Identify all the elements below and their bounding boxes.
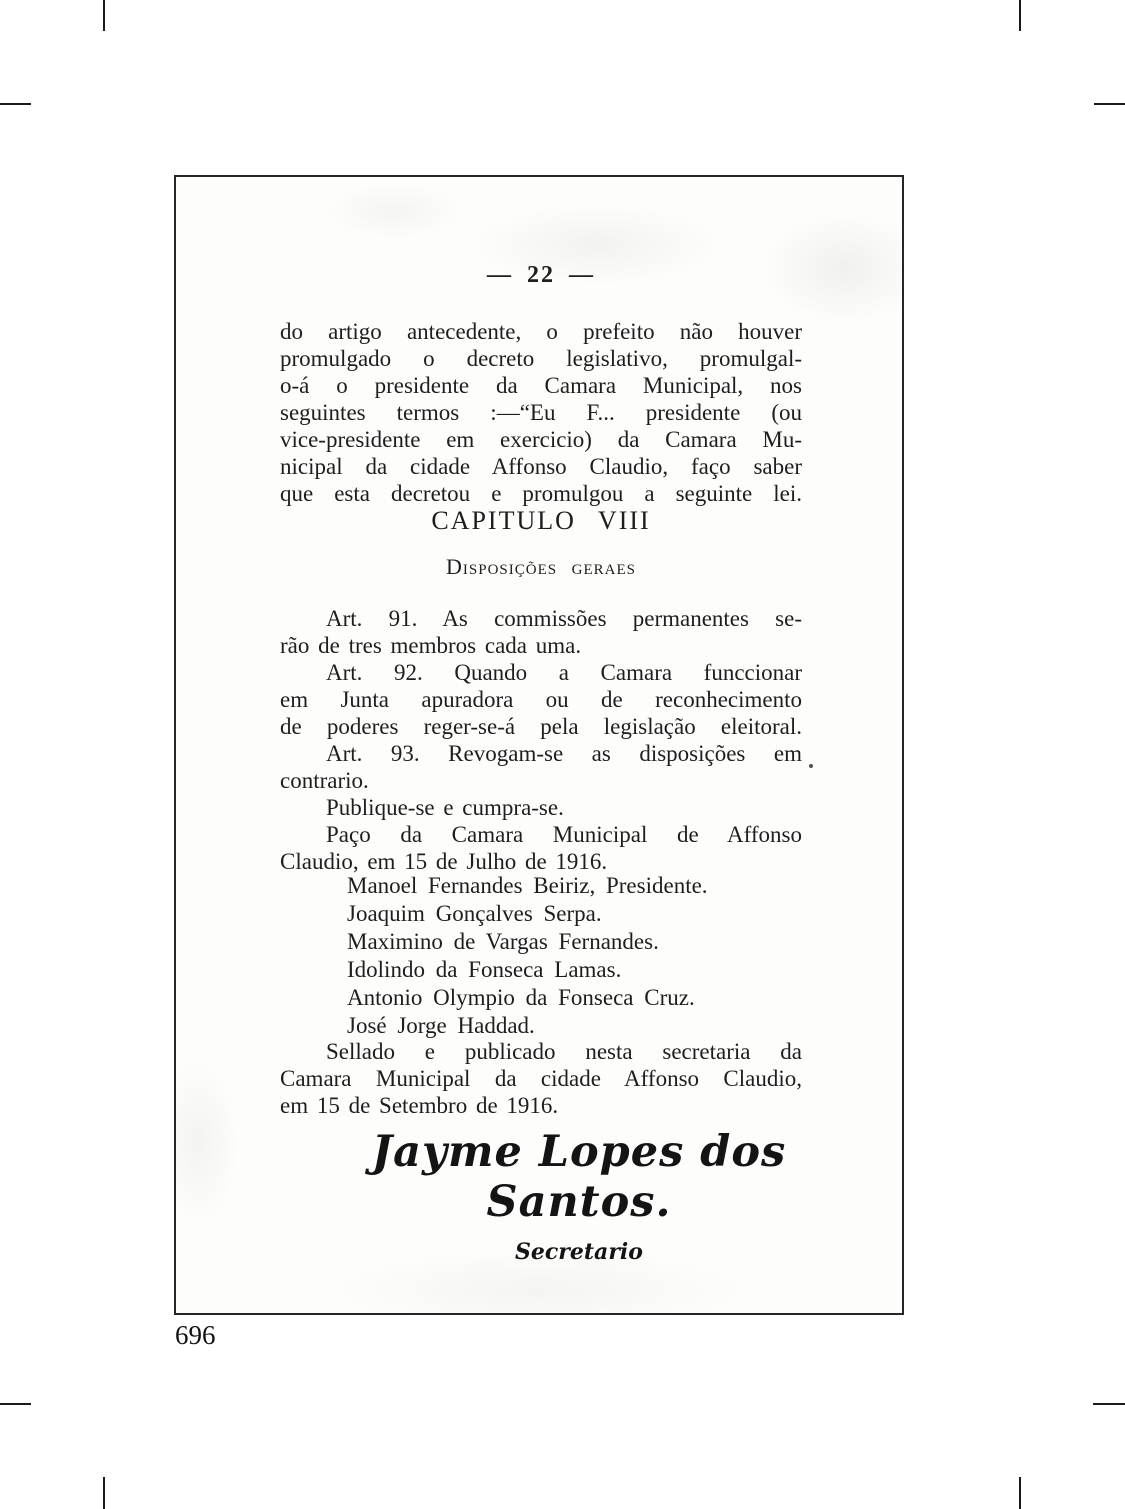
intro-paragraph-line: que esta decretou e promulgou a seguinte lei. [280,481,802,506]
signatory-name: Manoel Fernandes Beiriz, Presidente. [347,873,708,898]
article-line: Publique-se e cumpra-se. [326,795,564,820]
crop-mark-top-left-vertical [103,0,105,31]
publication-note-line: Sellado e publicado nesta secretaria da [326,1039,802,1064]
signature-title: Secretario [515,1239,643,1265]
book-page-number: 696 [175,1320,216,1350]
article-line: de poderes reger-se-á pela legislação eleitoral. [280,714,802,739]
crop-mark-bottom-right-horizontal [1093,1403,1125,1405]
chapter-heading: CAPITULO VIII [431,506,651,535]
crop-mark-top-right-vertical [1019,0,1021,31]
publication-note-line: em 15 de Setembro de 1916. [280,1093,559,1118]
signature-block [319,1127,839,1265]
signatories-list [280,872,802,1040]
article-line: Claudio, em 15 de Julho de 1916. [280,849,608,874]
signatory-name: José Jorge Haddad. [347,1013,535,1038]
scan-ink-speck [809,764,813,768]
crop-mark-top-left-horizontal [0,103,31,105]
scanned-document-page [174,175,904,1315]
handwritten-signature: Jayme Lopes dos Santos. [371,1127,787,1227]
crop-mark-top-right-horizontal [1094,103,1125,105]
intro-paragraph-line: promulgado o decreto legislativo, promulgal- [280,346,802,371]
intro-paragraph-line: do artigo antecedente, o prefeito não houver [280,319,802,344]
article-line: Paço da Camara Municipal de Affonso [326,822,802,847]
intro-paragraph-line: vice-presidente em exercicio) da Camara Mu- [280,427,802,452]
article-line: em Junta apuradora ou de reconhecimento [280,687,802,712]
article-line: rão de tres membros cada uma. [280,633,582,658]
section-heading: Disposições geraes [446,554,636,579]
article-line: Art. 93. Revogam-se as disposições em [326,741,802,766]
publication-note-line: Camara Municipal da cidade Affonso Claudio, [280,1066,802,1091]
article-line: Art. 91. As commissões permanentes se- [326,606,802,631]
intro-paragraph-line: o-á o presidente da Camara Municipal, nos [280,373,802,398]
publication-note [280,1038,802,1119]
crop-mark-bottom-left-vertical [103,1477,105,1509]
scan-page-number-header: — 22 — [487,262,595,288]
intro-paragraph-line: seguintes termos :—“Eu F... presidente (ou [280,400,802,425]
intro-paragraph [280,318,802,507]
article-line: Art. 92. Quando a Camara funccionar [326,660,802,685]
intro-paragraph-line: nicipal da cidade Affonso Claudio, faço saber [280,454,802,479]
signatory-name: Idolindo da Fonseca Lamas. [347,957,622,982]
signatory-name: Joaquim Gonçalves Serpa. [347,901,602,926]
signatory-name: Maximino de Vargas Fernandes. [347,929,659,954]
articles-paragraphs [280,605,802,875]
crop-mark-bottom-right-vertical [1019,1477,1021,1509]
crop-mark-bottom-left-horizontal [0,1403,31,1405]
article-line: contrario. [280,768,369,793]
signatory-name: Antonio Olympio da Fonseca Cruz. [347,985,695,1010]
